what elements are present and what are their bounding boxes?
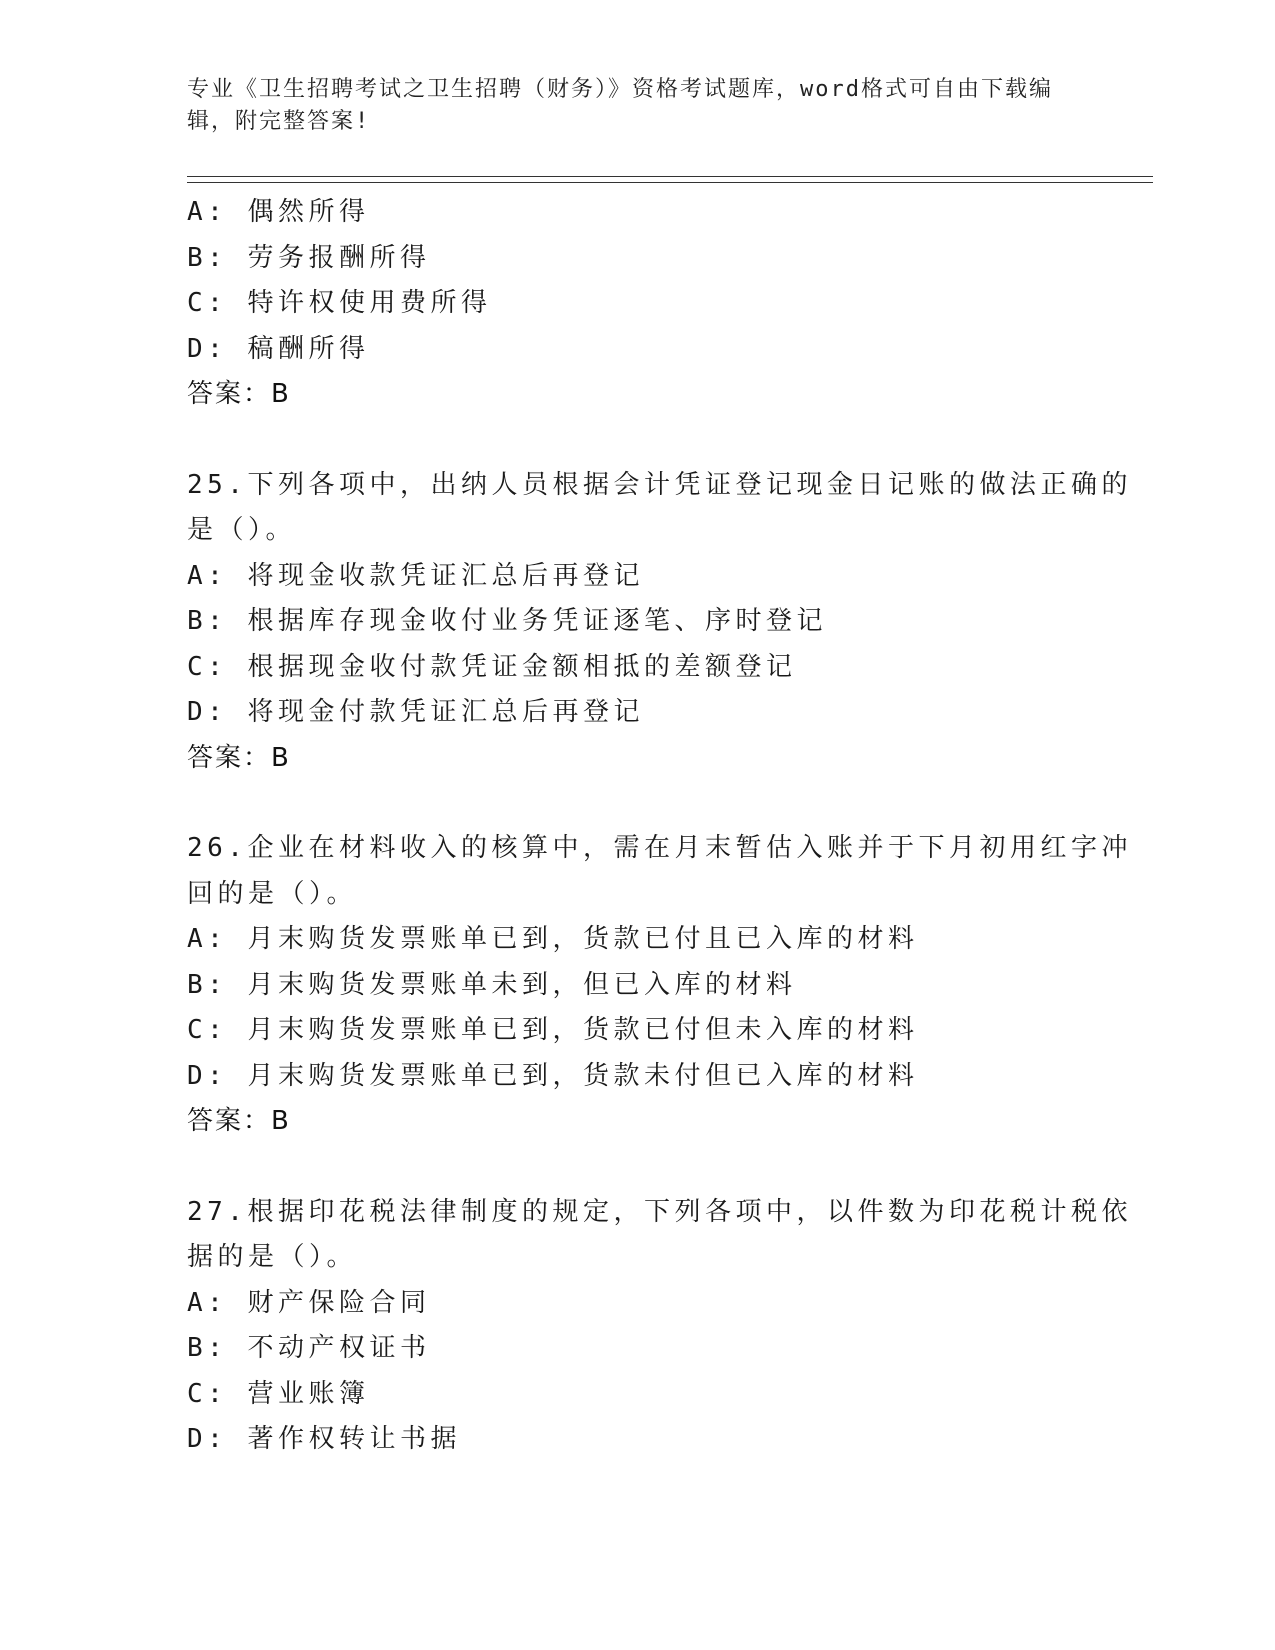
option-d: D: 著作权转让书据 bbox=[187, 1424, 461, 1454]
header-rule-bottom bbox=[187, 182, 1153, 183]
option-c: C: 月末购货发票账单已到，货款已付但未入库的材料 bbox=[187, 1015, 919, 1045]
option-d: D: 月末购货发票账单已到，货款未付但已入库的材料 bbox=[187, 1060, 919, 1091]
option-d: D: 稿酬所得 bbox=[187, 333, 370, 364]
question-list bbox=[187, 190, 1132, 1463]
option-c: C: 特许权使用费所得 bbox=[187, 288, 492, 318]
question-block bbox=[187, 826, 1132, 1145]
option-a: A: 将现金收款凭证汇总后再登记 bbox=[187, 560, 644, 591]
question-block bbox=[187, 190, 1087, 418]
option-b: B: 月末购货发票账单未到，但已入库的材料 bbox=[187, 969, 797, 1000]
spacer bbox=[187, 781, 1087, 826]
question-text: 27.根据印花税法律制度的规定，下列各项中，以件数为印花税计税依 bbox=[187, 1196, 1132, 1227]
option-a: A: 月末购货发票账单已到，货款已付且已入库的材料 bbox=[187, 924, 919, 954]
answer: 答案：B bbox=[187, 379, 291, 409]
option-a: A: 偶然所得 bbox=[187, 197, 370, 227]
header-rule-top bbox=[187, 176, 1153, 177]
option-d: D: 将现金付款凭证汇总后再登记 bbox=[187, 697, 644, 727]
option-b: B: 劳务报酬所得 bbox=[187, 242, 431, 273]
option-c: C: 根据现金收付款凭证金额相抵的差额登记 bbox=[187, 651, 797, 682]
answer: 答案：B bbox=[187, 1106, 291, 1136]
option-b: B: 根据库存现金收付业务凭证逐笔、序时登记 bbox=[187, 606, 827, 636]
option-a: A: 财产保险合同 bbox=[187, 1287, 431, 1318]
question-text: 26.企业在材料收入的核算中，需在月末暂估入账并于下月初用红字冲 bbox=[187, 833, 1132, 863]
question-block bbox=[187, 1190, 1132, 1463]
option-c: C: 营业账簿 bbox=[187, 1378, 370, 1409]
question-text-continued: 回的是（）。 bbox=[187, 878, 358, 909]
question-block bbox=[187, 463, 1132, 782]
question-text-continued: 是（）。 bbox=[187, 515, 297, 545]
answer: 答案：B bbox=[187, 742, 291, 773]
spacer bbox=[187, 1145, 1087, 1190]
spacer bbox=[187, 418, 1087, 463]
question-text-continued: 据的是（）。 bbox=[187, 1242, 358, 1272]
option-b: B: 不动产权证书 bbox=[187, 1333, 431, 1363]
question-text: 25.下列各项中，出纳人员根据会计凭证登记现金日记账的做法正确的 bbox=[187, 469, 1132, 500]
document-header: 专业《卫生招聘考试之卫生招聘（财务）》资格考试题库，word格式可自由下载编辑，附完整答案! bbox=[187, 77, 1053, 134]
